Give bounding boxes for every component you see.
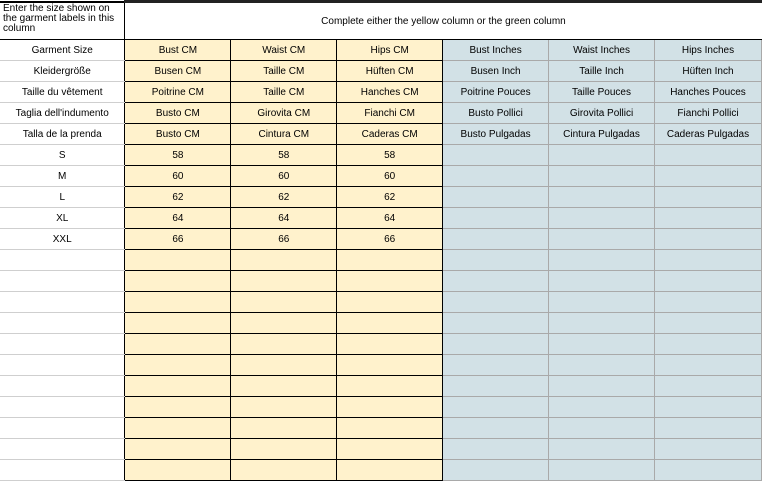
green-empty-cell[interactable]	[443, 334, 549, 355]
yellow-empty-cell[interactable]	[231, 397, 337, 418]
green-value-cell[interactable]	[654, 166, 761, 187]
empty-row	[0, 334, 762, 355]
yellow-empty-cell[interactable]	[337, 334, 443, 355]
empty-row	[0, 271, 762, 292]
yellow-header-cell[interactable]: Caderas CM	[337, 124, 443, 145]
label-row	[0, 124, 762, 145]
empty-size-cell[interactable]	[0, 460, 125, 481]
row-label-cell[interactable]: Taglia dell'indumento	[0, 103, 125, 124]
yellow-value-cell[interactable]: 58	[337, 145, 443, 166]
green-header-cell[interactable]: Hanches Pouces	[654, 82, 761, 103]
green-value-cell[interactable]	[654, 187, 761, 208]
size-label-cell[interactable]: XL	[0, 208, 125, 229]
yellow-empty-cell[interactable]	[337, 376, 443, 397]
yellow-empty-cell[interactable]	[337, 439, 443, 460]
size-row	[0, 166, 762, 187]
empty-size-cell[interactable]	[0, 334, 125, 355]
yellow-value-cell[interactable]: 58	[231, 145, 337, 166]
size-row	[0, 187, 762, 208]
green-empty-cell[interactable]	[654, 439, 761, 460]
yellow-value-cell[interactable]: 66	[125, 229, 231, 250]
green-header-cell[interactable]: Girovita Pollici	[549, 103, 655, 124]
green-header-cell[interactable]: Busto Pollici	[443, 103, 549, 124]
yellow-value-cell[interactable]: 60	[337, 166, 443, 187]
yellow-header-cell[interactable]: Girovita CM	[231, 103, 337, 124]
yellow-header-cell[interactable]: Taille CM	[231, 61, 337, 82]
empty-row	[0, 292, 762, 313]
yellow-empty-cell[interactable]	[125, 460, 231, 481]
yellow-empty-cell[interactable]	[231, 439, 337, 460]
green-empty-cell[interactable]	[549, 250, 655, 271]
banner-cell[interactable]: Complete either the yellow column or the green column	[125, 2, 762, 40]
empty-row	[0, 460, 762, 481]
yellow-empty-cell[interactable]	[337, 271, 443, 292]
empty-size-cell[interactable]	[0, 439, 125, 460]
yellow-empty-cell[interactable]	[231, 292, 337, 313]
empty-row	[0, 376, 762, 397]
yellow-header-cell[interactable]: Hips CM	[337, 40, 443, 61]
yellow-header-cell[interactable]: Hüften CM	[337, 61, 443, 82]
green-empty-cell[interactable]	[443, 418, 549, 439]
green-empty-cell[interactable]	[549, 355, 655, 376]
row-label-cell[interactable]: Taille du vêtement	[0, 82, 125, 103]
green-value-cell[interactable]	[549, 187, 655, 208]
green-value-cell[interactable]	[654, 229, 761, 250]
yellow-value-cell[interactable]: 58	[125, 145, 231, 166]
green-value-cell[interactable]	[549, 145, 655, 166]
green-header-cell[interactable]: Hips Inches	[654, 40, 761, 61]
yellow-value-cell[interactable]: 64	[125, 208, 231, 229]
empty-size-cell[interactable]	[0, 418, 125, 439]
green-empty-cell[interactable]	[443, 376, 549, 397]
yellow-value-cell[interactable]: 62	[337, 187, 443, 208]
yellow-header-cell[interactable]: Fianchi CM	[337, 103, 443, 124]
header-row	[0, 2, 762, 40]
empty-size-cell[interactable]	[0, 397, 125, 418]
green-header-cell[interactable]: Caderas Pulgadas	[654, 124, 761, 145]
green-header-cell[interactable]: Poitrine Pouces	[443, 82, 549, 103]
yellow-empty-cell[interactable]	[125, 397, 231, 418]
size-row	[0, 208, 762, 229]
empty-size-cell[interactable]	[0, 271, 125, 292]
yellow-value-cell[interactable]: 64	[337, 208, 443, 229]
green-empty-cell[interactable]	[443, 460, 549, 481]
yellow-header-cell[interactable]: Waist CM	[231, 40, 337, 61]
green-empty-cell[interactable]	[549, 271, 655, 292]
size-row	[0, 145, 762, 166]
yellow-value-cell[interactable]: 62	[125, 187, 231, 208]
green-empty-cell[interactable]	[654, 313, 761, 334]
green-value-cell[interactable]	[443, 187, 549, 208]
green-header-cell[interactable]: Hüften Inch	[654, 61, 761, 82]
size-label-cell[interactable]: XXL	[0, 229, 125, 250]
row-label-cell[interactable]: Talla de la prenda	[0, 124, 125, 145]
yellow-value-cell[interactable]: 62	[231, 187, 337, 208]
label-row	[0, 40, 762, 61]
green-empty-cell[interactable]	[549, 397, 655, 418]
green-header-cell[interactable]: Fianchi Pollici	[654, 103, 761, 124]
yellow-header-cell[interactable]: Busto CM	[125, 103, 231, 124]
green-empty-cell[interactable]	[654, 355, 761, 376]
empty-size-cell[interactable]	[0, 355, 125, 376]
yellow-value-cell[interactable]: 64	[231, 208, 337, 229]
green-value-cell[interactable]	[443, 145, 549, 166]
green-empty-cell[interactable]	[549, 313, 655, 334]
row-label-cell[interactable]: Garment Size	[0, 40, 125, 61]
empty-row	[0, 250, 762, 271]
yellow-empty-cell[interactable]	[337, 397, 443, 418]
yellow-empty-cell[interactable]	[337, 292, 443, 313]
empty-row	[0, 355, 762, 376]
green-empty-cell[interactable]	[654, 460, 761, 481]
green-value-cell[interactable]	[443, 229, 549, 250]
green-empty-cell[interactable]	[443, 271, 549, 292]
green-empty-cell[interactable]	[443, 397, 549, 418]
yellow-empty-cell[interactable]	[231, 418, 337, 439]
yellow-empty-cell[interactable]	[337, 418, 443, 439]
size-label-cell[interactable]: L	[0, 187, 125, 208]
green-value-cell[interactable]	[549, 166, 655, 187]
green-value-cell[interactable]	[549, 229, 655, 250]
yellow-header-cell[interactable]: Bust CM	[125, 40, 231, 61]
green-empty-cell[interactable]	[654, 376, 761, 397]
green-empty-cell[interactable]	[654, 418, 761, 439]
label-row	[0, 61, 762, 82]
green-empty-cell[interactable]	[443, 250, 549, 271]
empty-size-cell[interactable]	[0, 250, 125, 271]
green-value-cell[interactable]	[443, 166, 549, 187]
yellow-empty-cell[interactable]	[231, 271, 337, 292]
empty-row	[0, 313, 762, 334]
size-label-cell[interactable]: M	[0, 166, 125, 187]
green-empty-cell[interactable]	[443, 292, 549, 313]
yellow-empty-cell[interactable]	[337, 250, 443, 271]
label-row	[0, 103, 762, 124]
green-empty-cell[interactable]	[549, 439, 655, 460]
empty-row	[0, 439, 762, 460]
yellow-empty-cell[interactable]	[337, 313, 443, 334]
yellow-empty-cell[interactable]	[231, 334, 337, 355]
yellow-empty-cell[interactable]	[231, 313, 337, 334]
green-empty-cell[interactable]	[443, 313, 549, 334]
empty-size-cell[interactable]	[0, 313, 125, 334]
yellow-value-cell[interactable]: 60	[231, 166, 337, 187]
green-empty-cell[interactable]	[549, 460, 655, 481]
yellow-empty-cell[interactable]	[125, 355, 231, 376]
yellow-header-cell[interactable]: Taille CM	[231, 82, 337, 103]
yellow-empty-cell[interactable]	[125, 292, 231, 313]
yellow-empty-cell[interactable]	[337, 355, 443, 376]
green-empty-cell[interactable]	[654, 292, 761, 313]
green-header-cell[interactable]: Taille Pouces	[549, 82, 655, 103]
green-empty-cell[interactable]	[654, 397, 761, 418]
yellow-header-cell[interactable]: Poitrine CM	[125, 82, 231, 103]
yellow-empty-cell[interactable]	[125, 250, 231, 271]
yellow-empty-cell[interactable]	[231, 355, 337, 376]
green-empty-cell[interactable]	[549, 334, 655, 355]
yellow-empty-cell[interactable]	[231, 376, 337, 397]
empty-row	[0, 418, 762, 439]
green-empty-cell[interactable]	[654, 250, 761, 271]
size-row	[0, 229, 762, 250]
size-label-cell[interactable]: S	[0, 145, 125, 166]
yellow-empty-cell[interactable]	[125, 439, 231, 460]
yellow-empty-cell[interactable]	[231, 250, 337, 271]
green-empty-cell[interactable]	[549, 376, 655, 397]
green-empty-cell[interactable]	[443, 355, 549, 376]
green-empty-cell[interactable]	[443, 439, 549, 460]
green-value-cell[interactable]	[654, 145, 761, 166]
yellow-header-cell[interactable]: Busen CM	[125, 61, 231, 82]
green-value-cell[interactable]	[443, 208, 549, 229]
empty-size-cell[interactable]	[0, 376, 125, 397]
yellow-header-cell[interactable]: Cintura CM	[231, 124, 337, 145]
green-value-cell[interactable]	[549, 208, 655, 229]
green-empty-cell[interactable]	[654, 334, 761, 355]
row-label-cell[interactable]: Kleidergröße	[0, 61, 125, 82]
yellow-value-cell[interactable]: 66	[231, 229, 337, 250]
green-header-cell[interactable]: Busto Pulgadas	[443, 124, 549, 145]
yellow-value-cell[interactable]: 66	[337, 229, 443, 250]
yellow-empty-cell[interactable]	[125, 271, 231, 292]
green-header-cell[interactable]: Waist Inches	[549, 40, 655, 61]
empty-row	[0, 397, 762, 418]
yellow-empty-cell[interactable]	[125, 313, 231, 334]
green-value-cell[interactable]	[654, 208, 761, 229]
yellow-empty-cell[interactable]	[231, 460, 337, 481]
green-empty-cell[interactable]	[549, 418, 655, 439]
yellow-empty-cell[interactable]	[337, 460, 443, 481]
green-empty-cell[interactable]	[654, 271, 761, 292]
empty-size-cell[interactable]	[0, 292, 125, 313]
label-row	[0, 82, 762, 103]
yellow-header-cell[interactable]: Hanches CM	[337, 82, 443, 103]
yellow-empty-cell[interactable]	[125, 376, 231, 397]
header-note-cell[interactable]: Enter the size shown on the garment labels in this column	[0, 2, 125, 40]
green-header-cell[interactable]: Taille Inch	[549, 61, 655, 82]
green-header-cell[interactable]: Bust Inches	[443, 40, 549, 61]
green-empty-cell[interactable]	[549, 292, 655, 313]
yellow-empty-cell[interactable]	[125, 418, 231, 439]
yellow-value-cell[interactable]: 60	[125, 166, 231, 187]
green-header-cell[interactable]: Cintura Pulgadas	[549, 124, 655, 145]
green-header-cell[interactable]: Busen Inch	[443, 61, 549, 82]
yellow-empty-cell[interactable]	[125, 334, 231, 355]
yellow-header-cell[interactable]: Busto CM	[125, 124, 231, 145]
